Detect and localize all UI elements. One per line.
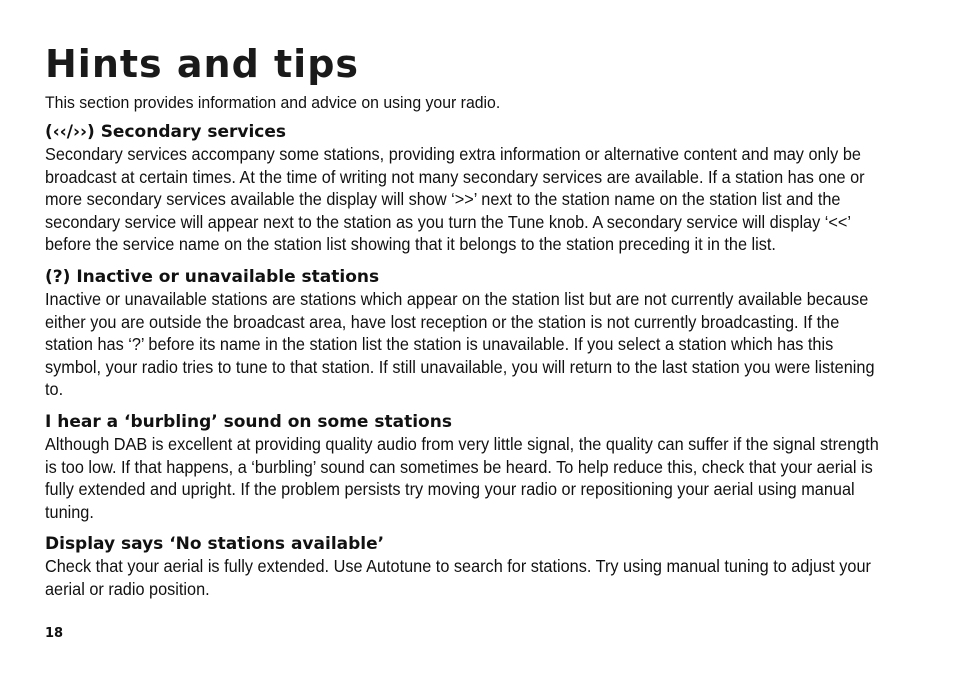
section-heading: I hear a ‘burbling’ sound on some stations <box>45 411 452 432</box>
section-burbling-sound <box>45 411 905 523</box>
section-heading: (?) Inactive or unavailable stations <box>45 266 380 287</box>
intro-text: This section provides information and advice on using your radio. <box>45 93 501 112</box>
section-body: Check that your aerial is fully extended. Use Autotune to search for stations. Try using manual tuning to adjust your aerial or radio position. <box>45 556 871 599</box>
page-number: 18 <box>45 626 64 641</box>
section-heading: Display says ‘No stations available’ <box>45 534 385 555</box>
section-heading: (‹‹/››) Secondary services <box>45 122 287 142</box>
section-inactive-stations <box>45 266 905 401</box>
section-no-stations <box>45 533 905 600</box>
section-body: Although DAB is excellent at providing quality audio from very little signal, the quality can suffer if the signal strength is too low. If that happens, a ‘burbling’ sound can sometimes be heard. To help reduce this, check that your aerial is fully extended and upright. If the problem persists try moving your radio or repositioning your aerial using manual tuning. <box>45 433 879 522</box>
page-title: Hints and tips <box>45 42 360 86</box>
hints-and-tips-page <box>45 40 905 611</box>
section-body: Inactive or unavailable stations are stations which appear on the station list but are not currently available because either you are outside the broadcast area, have lost reception or the station is not currently broadcasting. If the station has ‘?’ before its name in the station list the station is unavailable. If you select a station which has this symbol, your radio tries to tune to that station. If still unavailable, you will return to the last station you were listening to. <box>45 288 875 400</box>
section-body: Secondary services accompany some stations, providing extra information or alternative content and may only be broadcast at certain times. At the time of writing not many secondary services are available. If a station has one or more secondary services available the display will show ‘>>’ next to the station name on the station list and the secondary service will appear next to the station as you turn the Tune knob. A secondary service will display ‘<<’ before the service name on the station list showing that it belongs to the station preceding it in the list. <box>45 144 865 255</box>
section-secondary-services <box>45 121 905 256</box>
